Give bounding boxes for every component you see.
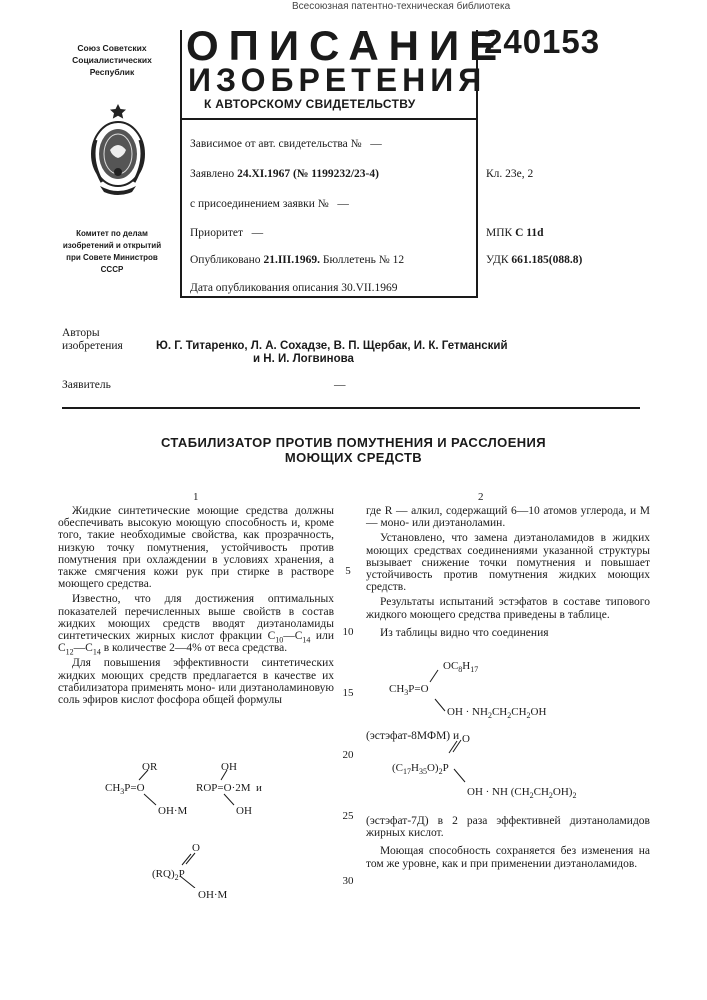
dependent-certificate	[190, 137, 382, 151]
header-rule	[180, 118, 478, 120]
formula-text: H	[411, 762, 419, 774]
invention-title-line: МОЮЩИХ СРЕДСТВ	[0, 450, 707, 465]
text: —С	[74, 642, 93, 654]
formula-5-core	[392, 762, 449, 774]
mpk-code	[486, 226, 544, 240]
formula-text: P	[408, 683, 414, 695]
udk-code	[486, 253, 582, 267]
line-number: 5	[341, 565, 355, 577]
bulletin-number: Бюллетень № 12	[323, 254, 404, 266]
priority-value: —	[252, 227, 264, 239]
paragraph: (эстэфат-7Д) в 2 раза эффективней диэтаноламидов жирных кислот.	[366, 815, 650, 839]
double-bond-icon: =	[414, 683, 420, 695]
authors-names-line: и Н. И. Логвинова	[156, 353, 508, 366]
class-value: 23е, 2	[505, 168, 533, 180]
joined-application-label: с присоединением заявки №	[190, 198, 329, 210]
column-2-top	[366, 505, 650, 639]
subscript: 2	[488, 711, 492, 720]
formula-1-core	[105, 782, 145, 794]
publication-label: Опубликовано	[190, 254, 261, 266]
double-bond-icon: =	[130, 782, 136, 794]
formula-text: OC	[443, 660, 458, 672]
udk-label: УДК	[486, 254, 509, 266]
subscript: 14	[93, 648, 101, 657]
formula-text: H	[462, 660, 470, 672]
subscript: 8	[458, 665, 462, 674]
column-1	[58, 505, 334, 706]
subscript: 2	[527, 711, 531, 720]
joined-application	[190, 197, 349, 211]
header-divider-left	[180, 30, 182, 298]
applicant-label: Заявитель	[62, 379, 111, 392]
class-code	[486, 167, 533, 181]
column-number-2: 2	[478, 491, 484, 503]
formula-text: P	[443, 762, 449, 774]
formula-1-ohm: OH·M	[158, 805, 187, 817]
paragraph: Для повышения эффективности синтетических жидких моющих средств предлагается в качестве их стабилизатора применять моно- или диэтаноламиновую соль эфиров кислот фосфора общей формулы	[58, 657, 334, 706]
subscript: 2	[175, 873, 179, 882]
formula-5-tail	[467, 786, 576, 798]
issuing-state-line: Социалистических	[62, 54, 162, 66]
publication	[190, 253, 404, 267]
line-number: 30	[341, 875, 355, 887]
text: или С	[58, 630, 334, 654]
document-type-title: ОПИСАНИЕ	[186, 25, 507, 67]
authors-rule	[62, 407, 640, 409]
text: Известно, что для достижения оптимальных показателей перечисленных выше свойств в состав жидких моющих средств вводят диэтаноламиды синтетических жирных кислот фракции С	[58, 593, 334, 642]
paragraph: Моющая способность сохраняется без изменения на том же уровне, как и при применении диэтаноламидов.	[366, 845, 650, 869]
paragraph: Жидкие синтетические моющие средства должны обеспечивать высокую моющую способность и, кроме того, такие необходимые свойства, как прозрачность, низкую точку помутнения, устойчивость против помутнения при охлаждении в условиях хранения, а также смягчения кожи рук при стирке в растворе моющего средства.	[58, 505, 334, 590]
filing-date-value: 24.XI.1967 (№ 1199232/23-4)	[237, 168, 379, 180]
document-type-subtitle: ИЗОБРЕТЕНИЯ	[188, 64, 486, 96]
formula-5-o: O	[462, 733, 470, 745]
paragraph: где R — алкил, содержащий 6—10 атомов углерода, и М — моно- или диэтаноламин.	[366, 505, 650, 529]
authors-label-line: Авторы	[62, 327, 123, 340]
formula-4-tail	[447, 706, 546, 718]
subscript: 12	[66, 648, 74, 657]
issuing-committee-line: изобретений и открытий	[62, 240, 162, 252]
formula-bonds	[100, 758, 350, 888]
line-number: 10	[341, 626, 355, 638]
description-publication-date: Дата опубликования описания 30.VII.1969	[190, 281, 397, 295]
issuing-state-line: Республик	[62, 66, 162, 78]
issuing-state	[62, 42, 162, 78]
line-number: 25	[341, 810, 355, 822]
column-2-label-1	[366, 730, 650, 742]
applicant-value: —	[334, 379, 346, 392]
subscript: 2	[439, 767, 443, 776]
subscript: 3	[404, 688, 408, 697]
formula-text: OH · NH (CH	[467, 786, 530, 798]
authors-names	[156, 340, 508, 366]
priority-label: Приоритет	[190, 227, 243, 239]
patent-number: 240153	[484, 24, 600, 60]
subscript: 2	[549, 791, 553, 800]
authors-label	[62, 327, 123, 353]
priority	[190, 226, 263, 240]
formula-text: O)	[427, 762, 439, 774]
paragraph: Результаты испытаний эстэфатов в составе типового жидкого моющего средства приведены в таблице.	[366, 596, 650, 620]
formula-text: O	[137, 782, 145, 794]
formula-text: CH	[511, 706, 526, 718]
paragraph: Установлено, что замена диэтаноламидов в жидких моющих средствах соединениями указанной структуры вызывает снижение точки помутнения и повышает устойчивость против помутнения жидких моющих средств.	[366, 532, 650, 593]
mpk-value: С 11d	[515, 227, 543, 239]
certificate-type: К АВТОРСКОМУ СВИДЕТЕЛЬСТВУ	[204, 97, 415, 111]
paragraph	[58, 593, 334, 654]
issuing-committee-line: Комитет по делам	[62, 228, 162, 240]
line-number: 15	[341, 687, 355, 699]
dependent-certificate-label: Зависимое от авт. свидетельства №	[190, 138, 362, 150]
authors-label-line: изобретения	[62, 340, 123, 353]
subscript: 3	[120, 787, 124, 796]
formula-text: O	[421, 683, 429, 695]
header-bottom-rule	[180, 296, 478, 298]
formula-3-ohm: OH·M	[198, 889, 227, 901]
formula-2-oh: OH	[221, 761, 237, 773]
formula-4-core	[389, 683, 429, 695]
formula-text: (C	[392, 762, 403, 774]
subscript: 10	[275, 635, 283, 644]
formula-text: OH)	[553, 786, 573, 798]
subscript: 2	[572, 791, 576, 800]
formula-text: P	[124, 782, 130, 794]
publication-date: 21.III.1969.	[263, 254, 320, 266]
column-number-1: 1	[193, 491, 199, 503]
invention-title-line: СТАБИЛИЗАТОР ПРОТИВ ПОМУТНЕНИЯ И РАССЛОЕНИЯ	[0, 435, 707, 450]
authors-names-line: Ю. Г. Титаренко, Л. А. Сохадзе, В. П. Щербак, И. К. Гетманский	[156, 340, 508, 353]
subscript: 2	[530, 791, 534, 800]
subscript: 17	[470, 665, 478, 674]
issuing-committee	[62, 228, 162, 276]
header-divider-right	[476, 30, 478, 298]
subscript: 35	[419, 767, 427, 776]
formula-3-o: O	[192, 842, 200, 854]
subscript: 2	[507, 711, 511, 720]
mpk-label: МПК	[486, 227, 512, 239]
formula-text: OH	[531, 706, 547, 718]
double-bond-icon: =	[217, 782, 223, 794]
invention-title	[0, 435, 707, 465]
formula-text: P	[179, 868, 185, 880]
state-emblem-icon	[88, 100, 148, 210]
paragraph: Из таблицы видно что соединения	[366, 627, 650, 639]
issuing-committee-line: при Совете Министров	[62, 252, 162, 264]
formula-text: CH	[534, 786, 549, 798]
issuing-state-line: Союз Советских	[62, 42, 162, 54]
formula-text: OH · NH	[447, 706, 488, 718]
joined-application-value: —	[337, 198, 349, 210]
dependent-certificate-value: —	[370, 138, 382, 150]
text: —С	[283, 630, 302, 642]
subscript: 17	[403, 767, 411, 776]
formula-text: CH	[492, 706, 507, 718]
formula-2-core	[196, 782, 262, 794]
formula-text: и	[256, 782, 262, 794]
filing-date	[190, 167, 379, 181]
class-label: Кл.	[486, 168, 502, 180]
formula-4-top	[443, 660, 478, 672]
formula-text: (RQ)	[152, 868, 175, 880]
formula-2-oh2: OH	[236, 805, 252, 817]
udk-value: 661.185(088.8)	[511, 254, 582, 266]
formula-3-core	[152, 868, 185, 880]
paragraph: (эстэфат-8МФМ) и	[366, 730, 650, 742]
column-2-bottom	[366, 815, 650, 870]
formula-text: CH	[105, 782, 120, 794]
formula-text: O·2M	[224, 782, 251, 794]
formula-text: ROP	[196, 782, 217, 794]
line-number: 20	[341, 749, 355, 761]
subscript: 14	[302, 635, 310, 644]
filing-date-label: Заявлено	[190, 168, 234, 180]
issuing-committee-line: СССР	[62, 264, 162, 276]
formula-1-or: OR	[142, 761, 157, 773]
text: в количестве 2—4% от веса средства.	[101, 642, 287, 654]
library-stamp: Всесоюзная патентно-техническая библиотека	[292, 2, 510, 12]
formula-text: CH	[389, 683, 404, 695]
